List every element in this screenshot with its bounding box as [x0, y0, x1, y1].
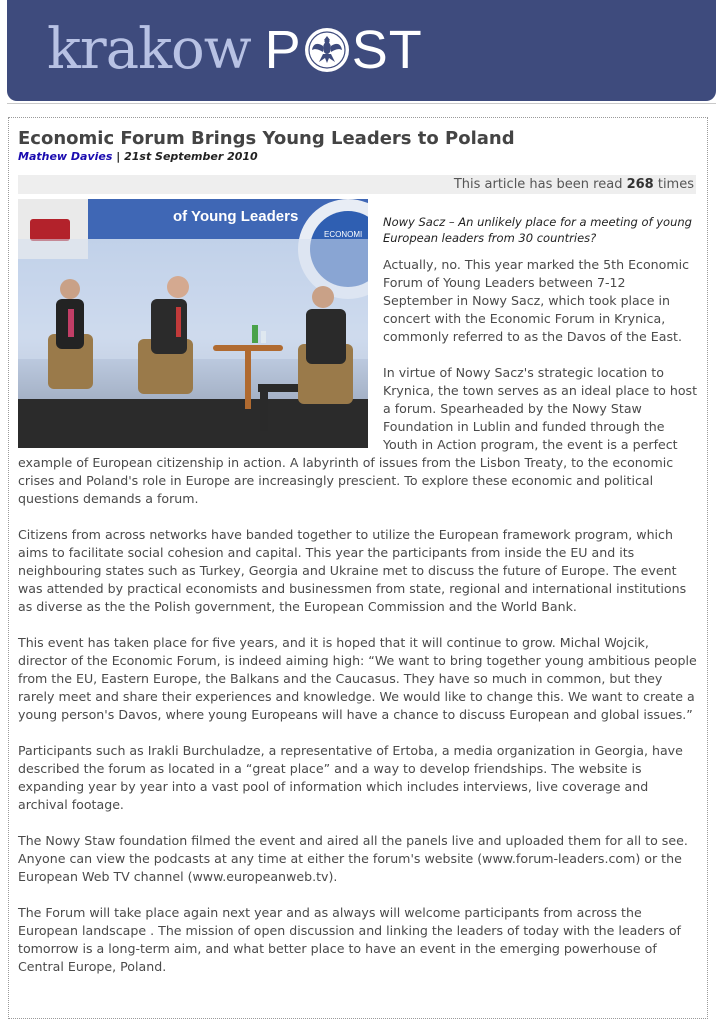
site-logo[interactable]: [47, 18, 423, 82]
photo-banner-text-2: ECONOMI: [324, 230, 363, 239]
article-date: 21st September 2010: [124, 150, 258, 163]
article-byline: [18, 150, 258, 163]
article-title: Economic Forum Brings Young Leaders to Poland: [18, 128, 515, 149]
article-paragraph: Participants such as Irakli Burchuladze, a representative of Ertoba, a media organization in Georgia, have described the forum as located in a “great place” and a way to develop friendships. The website is expanding year by year into a vast pool of information which includes interviews, live coverage and archival footage.: [18, 743, 683, 812]
article-paragraph: The Forum will take place again next year and as always will welcome participants from across the European landscape . The mission of open discussion and linking the leaders of today with the leaders of tomorrow is a long-term aim, and what better place to have an event in the emerging powerhouse of Central Europe, Poland.: [18, 905, 681, 974]
article-paragraph: Actually, no. This year marked the 5th Economic Forum of Young Leaders between 7-12 September in Nowy Sacz, which took place in concert with the Economic Forum in Krynica, commonly referred to as the Davos of the East.: [383, 257, 690, 344]
article-lead: Nowy Sacz – An unlikely place for a meeting of young European leaders from 30 countries?: [383, 215, 692, 245]
polish-eagle-emblem-icon: [303, 26, 351, 74]
header-divider: [7, 103, 716, 104]
read-count-value: 268: [626, 177, 654, 192]
byline-separator: |: [112, 150, 125, 163]
site-header: [7, 0, 716, 101]
read-count-suffix: times: [653, 177, 694, 192]
article-body: [18, 208, 698, 994]
article-paragraph: In virtue of Nowy Sacz's strategic location to Krynica, the town serves as an ideal place to host a forum. Spearheaded by the Nowy Staw Foundation in Lublin and funded through the Youth in Action program, the event is a perfect example of European citizenship in action. A labyrinth of issues from the Lisbon Treaty, to the economic crises and Poland's role in Europe are increasingly prescient. To explore these economic and political questions demands a forum.: [18, 365, 698, 506]
read-count-prefix: This article has been read: [453, 177, 627, 192]
photo-banner-text: of Young Leaders: [173, 208, 299, 225]
article-paragraph: Citizens from across networks have banded together to utilize the European framework program, which aims to facilitate social cohesion and capital. This year the participants from inside the EU and its neighbouring states such as Turkey, Georgia and Ukraine met to discuss the future of Europe. The event was attended by practical economists and businessmen from state, regional and international institutions as diverse as the the Polish government, the European Commission and the World Bank.: [18, 527, 687, 614]
logo-post-text: [264, 20, 423, 80]
photo-float-spacer: [18, 208, 368, 452]
author-link[interactable]: Mathew Davies: [18, 150, 113, 163]
article-paragraph: The Nowy Staw foundation filmed the event and aired all the panels live and uploaded them for all to see. Anyone can view the podcasts at any time at either the forum's website (www.forum-leaders.com) or the European Web TV channel (www.europeanweb.tv).: [18, 833, 688, 884]
logo-krakow-text: krakow: [47, 17, 251, 82]
article-paragraph: This event has taken place for five years, and it is hoped that it will continue to grow. Michal Wojcik, director of the Economic Forum, is indeed aiming high: “We want to bring together young ambitious people from the EU, Eastern Europe, the Balkans and the Caucasus. They have so much in common, but they rarely meet and share their experiences and knowledge. We would like to change this. We want to create a young person's Davos, where young Europeans will have a chance to discuss European and global issues.”: [18, 635, 697, 722]
read-count-bar: [18, 175, 696, 194]
logo-post-p: P: [264, 20, 302, 80]
logo-post-st: ST: [351, 20, 423, 80]
